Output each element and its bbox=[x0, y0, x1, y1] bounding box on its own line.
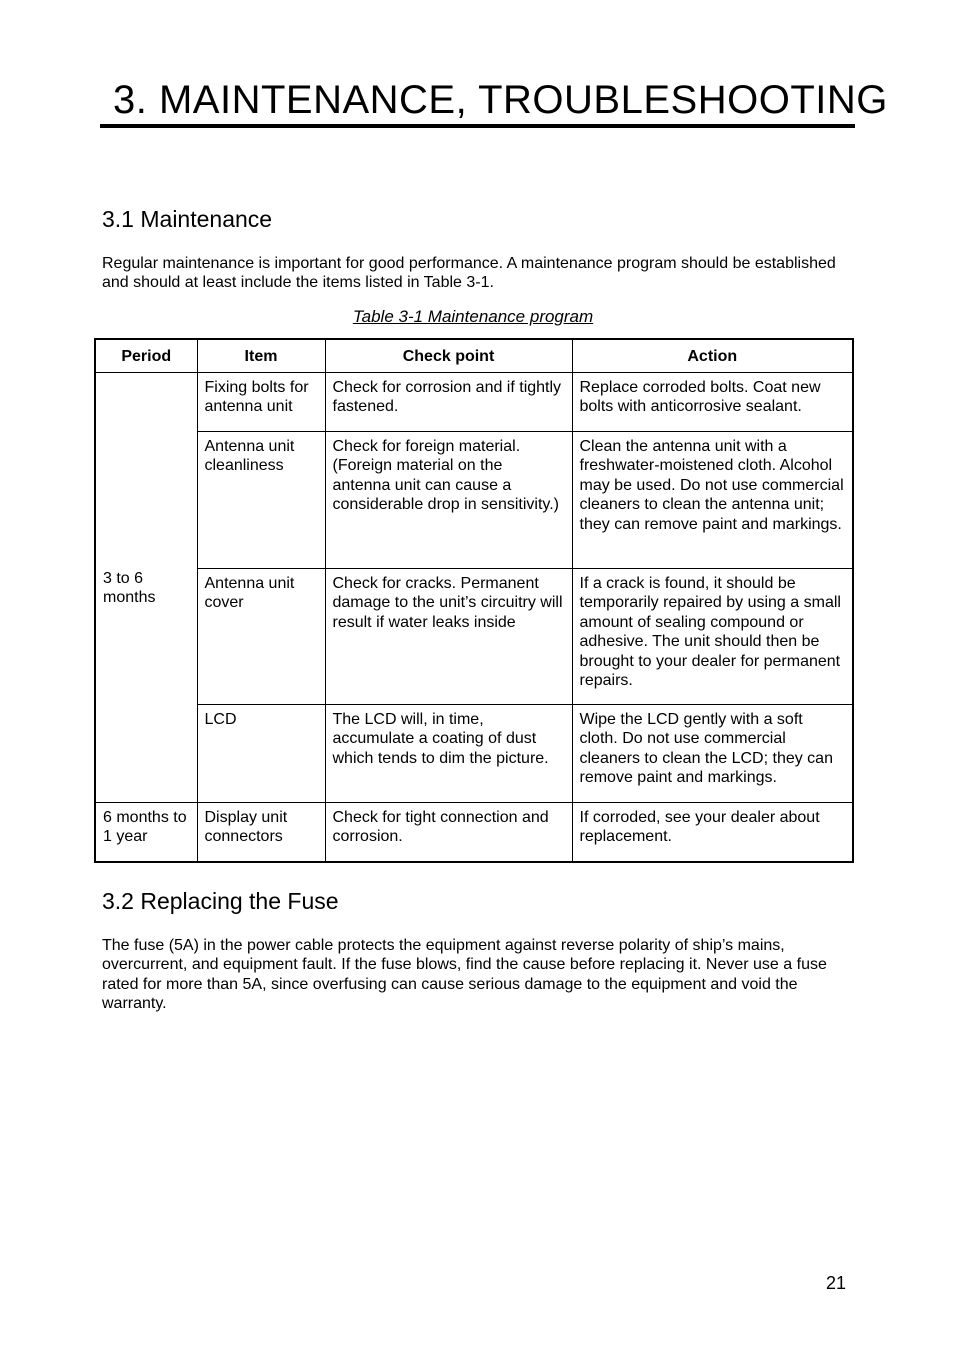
table-row bbox=[95, 705, 853, 803]
check-point-cell: Check for tight connection and corrosion. bbox=[325, 803, 572, 863]
section-heading-maintenance: 3.1 Maintenance bbox=[102, 206, 273, 232]
item-cell: LCD bbox=[197, 705, 325, 803]
item-cell: Antenna unit cleanliness bbox=[197, 432, 325, 569]
table-row bbox=[95, 432, 853, 569]
item-cell: Display unit connectors bbox=[197, 803, 325, 863]
header-check-point: Check point bbox=[325, 339, 572, 373]
header-action: Action bbox=[572, 339, 853, 373]
item-cell: Antenna unit cover bbox=[197, 569, 325, 705]
fuse-paragraph: The fuse (5A) in the power cable protects the equipment against reverse polarity of ship’s mains, overcurrent, and equipment fault. If the fuse blows, find the cause before replacing it. Never use a fuse rated for more than 5A, since overfusing can cause serious damage to the equipment and void the warranty. bbox=[102, 937, 827, 1013]
chapter-title: 3. MAINTENANCE, TROUBLESHOOTING bbox=[113, 78, 888, 122]
action-cell: If corroded, see your dealer about replacement. bbox=[572, 803, 853, 863]
action-cell: Clean the antenna unit with a freshwater-moistened cloth. Alcohol may be used. Do not use commercial cleaners to clean the antenna unit; they can remove paint and markings. bbox=[572, 432, 853, 569]
table-caption: Table 3-1 Maintenance program bbox=[352, 307, 594, 326]
table-row bbox=[95, 569, 853, 705]
item-cell: Fixing bolts for antenna unit bbox=[197, 373, 325, 432]
page-number: 21 bbox=[826, 1273, 847, 1293]
check-point-cell: Check for foreign material. (Foreign material on the antenna unit can cause a considerable drop in sensitivity.) bbox=[325, 432, 572, 569]
check-point-cell: Check for corrosion and if tightly fastened. bbox=[325, 373, 572, 432]
period-cell: 3 to 6 months bbox=[95, 373, 197, 803]
table-row bbox=[95, 373, 853, 432]
maintenance-intro-paragraph: Regular maintenance is important for good performance. A maintenance program should be established and should at least include the items listed in Table 3-1. bbox=[102, 255, 836, 292]
action-cell: If a crack is found, it should be temporarily repaired by using a small amount of sealing compound or adhesive. The unit should then be brought to your dealer for permanent repairs. bbox=[572, 569, 853, 705]
header-item: Item bbox=[197, 339, 325, 373]
action-cell: Replace corroded bolts. Coat new bolts with anticorrosive sealant. bbox=[572, 373, 853, 432]
check-point-cell: The LCD will, in time, accumulate a coating of dust which tends to dim the picture. bbox=[325, 705, 572, 803]
period-cell: 6 months to 1 year bbox=[95, 803, 197, 863]
maintenance-program-table bbox=[94, 338, 854, 863]
table-header-row bbox=[95, 339, 853, 373]
check-point-cell: Check for cracks. Permanent damage to the unit’s circuitry will result if water leaks inside bbox=[325, 569, 572, 705]
chapter-title-rule bbox=[100, 124, 855, 128]
action-cell: Wipe the LCD gently with a soft cloth. Do not use commercial cleaners to clean the LCD; they can remove paint and markings. bbox=[572, 705, 853, 803]
header-period: Period bbox=[95, 339, 197, 373]
section-heading-replacing-fuse: 3.2 Replacing the Fuse bbox=[102, 888, 339, 914]
table-row bbox=[95, 803, 853, 863]
